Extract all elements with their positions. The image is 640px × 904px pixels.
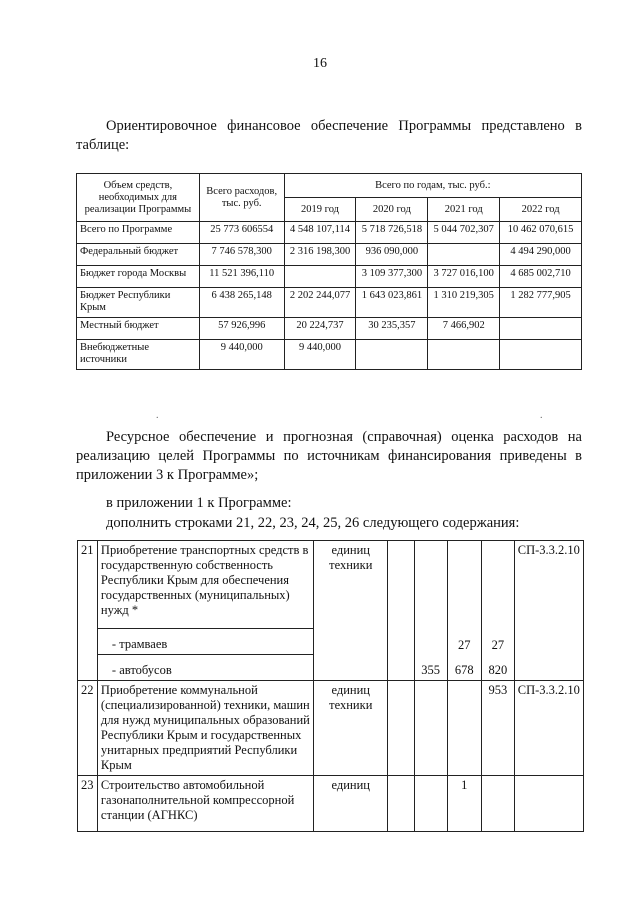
cell: 20 224,737 — [284, 318, 356, 340]
header-source: Объем средств, необходимых для реализации Программы — [77, 174, 200, 222]
row-label: Бюджет города Москвы — [77, 266, 200, 288]
cell: 1 643 023,861 — [356, 288, 428, 318]
empty-cell — [414, 776, 447, 832]
cell — [500, 318, 582, 340]
cell: 3 727 016,100 — [428, 266, 500, 288]
empty-cell — [388, 681, 415, 776]
cell: 6 438 265,148 — [199, 288, 284, 318]
cell — [356, 340, 428, 370]
header-year: 2022 год — [500, 198, 582, 222]
row-text: Строительство автомобильной газонаполнительной компрессорной станции (АГНКС) — [97, 776, 313, 832]
scan-speck: . — [156, 410, 159, 421]
empty-cell — [414, 681, 447, 776]
cell: 30 235,357 — [356, 318, 428, 340]
added-rows-table — [77, 540, 584, 832]
cell: 9 440,000 — [284, 340, 356, 370]
table-row — [77, 340, 582, 370]
cell: 1 310 219,305 — [428, 288, 500, 318]
value-cell: 355 — [414, 655, 447, 681]
value-cell: 953 — [482, 681, 515, 776]
header-years-group: Всего по годам, тыс. руб.: — [284, 174, 581, 198]
row-label: Внебюджетные источники — [77, 340, 200, 370]
cell: 9 440,000 — [199, 340, 284, 370]
cell: 1 282 777,905 — [500, 288, 582, 318]
cell: 11 521 396,110 — [199, 266, 284, 288]
row-label: Бюджет Республики Крым — [77, 288, 200, 318]
cell — [428, 340, 500, 370]
cell: 4 548 107,114 — [284, 222, 356, 244]
cell: 4 685 002,710 — [500, 266, 582, 288]
row-number: 21 — [78, 541, 98, 681]
cell: 2 316 198,300 — [284, 244, 356, 266]
cell: 7 466,902 — [428, 318, 500, 340]
table-row — [77, 222, 582, 244]
empty-cell — [414, 541, 447, 629]
resource-paragraph: Ресурсное обеспечение и прогнозная (справочная) оценка расходов на реализацию целей Программы по источникам финансирования приведены в приложении 3 к Программе»; — [76, 429, 582, 483]
row-code: СП-3.3.2.10 — [514, 541, 583, 681]
cell — [500, 340, 582, 370]
appendix-line: в приложении 1 к Программе: — [106, 495, 292, 511]
cell: 5 044 702,307 — [428, 222, 500, 244]
empty-cell — [388, 541, 415, 681]
row-text: Приобретение транспортных средств в государственную собственность Республики Крым для обеспечения государственных (муниципальных) нужд * — [97, 541, 313, 629]
table-row — [78, 681, 584, 776]
cell: 10 462 070,615 — [500, 222, 582, 244]
row-label: Местный бюджет — [77, 318, 200, 340]
empty-cell — [447, 681, 481, 776]
empty-cell — [482, 541, 515, 629]
table-row — [77, 266, 582, 288]
sub-label: - трамваев — [97, 629, 313, 655]
table-row — [77, 244, 582, 266]
cell: 936 090,000 — [356, 244, 428, 266]
empty-cell — [447, 541, 481, 629]
cell: 4 494 290,000 — [500, 244, 582, 266]
row-unit: единиц техники — [314, 541, 388, 681]
row-unit: единиц техники — [314, 681, 388, 776]
add-rows-line: дополнить строками 21, 22, 23, 24, 25, 26 следующего содержания: — [106, 515, 520, 531]
cell: 57 926,996 — [199, 318, 284, 340]
header-total: Всего расходов, тыс. руб. — [199, 174, 284, 222]
table-row — [78, 776, 584, 832]
cell: 5 718 726,518 — [356, 222, 428, 244]
cell — [284, 266, 356, 288]
header-year: 2021 год — [428, 198, 500, 222]
value-cell: 27 — [447, 629, 481, 655]
sub-label: - автобусов — [97, 655, 313, 681]
empty-cell — [482, 776, 515, 832]
page-number: 16 — [313, 56, 327, 71]
cell — [428, 244, 500, 266]
row-unit: единиц — [314, 776, 388, 832]
empty-cell — [514, 776, 583, 832]
table-row — [78, 541, 584, 629]
value-cell: 27 — [482, 629, 515, 655]
row-code: СП-3.3.2.10 — [514, 681, 583, 776]
header-year: 2020 год — [356, 198, 428, 222]
value-cell: 1 — [447, 776, 481, 832]
scan-speck: . — [540, 410, 543, 421]
row-label: Федеральный бюджет — [77, 244, 200, 266]
empty-cell — [414, 629, 447, 655]
table-row — [77, 288, 582, 318]
empty-cell — [388, 776, 415, 832]
row-number: 23 — [78, 776, 98, 832]
header-year: 2019 год — [284, 198, 356, 222]
row-text: Приобретение коммунальной (специализированной) техники, машин для нужд муниципальных образований Республики Крым и государственных унитарных предприятий Республики Крым — [97, 681, 313, 776]
row-number: 22 — [78, 681, 98, 776]
value-cell: 820 — [482, 655, 515, 681]
cell: 7 746 578,300 — [199, 244, 284, 266]
finance-table — [76, 173, 582, 370]
intro-paragraph: Ориентировочное финансовое обеспечение Программы представлено в таблице: — [76, 118, 582, 153]
cell: 3 109 377,300 — [356, 266, 428, 288]
table-row — [77, 318, 582, 340]
cell: 25 773 606554 — [199, 222, 284, 244]
row-label: Всего по Программе — [77, 222, 200, 244]
value-cell: 678 — [447, 655, 481, 681]
cell: 2 202 244,077 — [284, 288, 356, 318]
